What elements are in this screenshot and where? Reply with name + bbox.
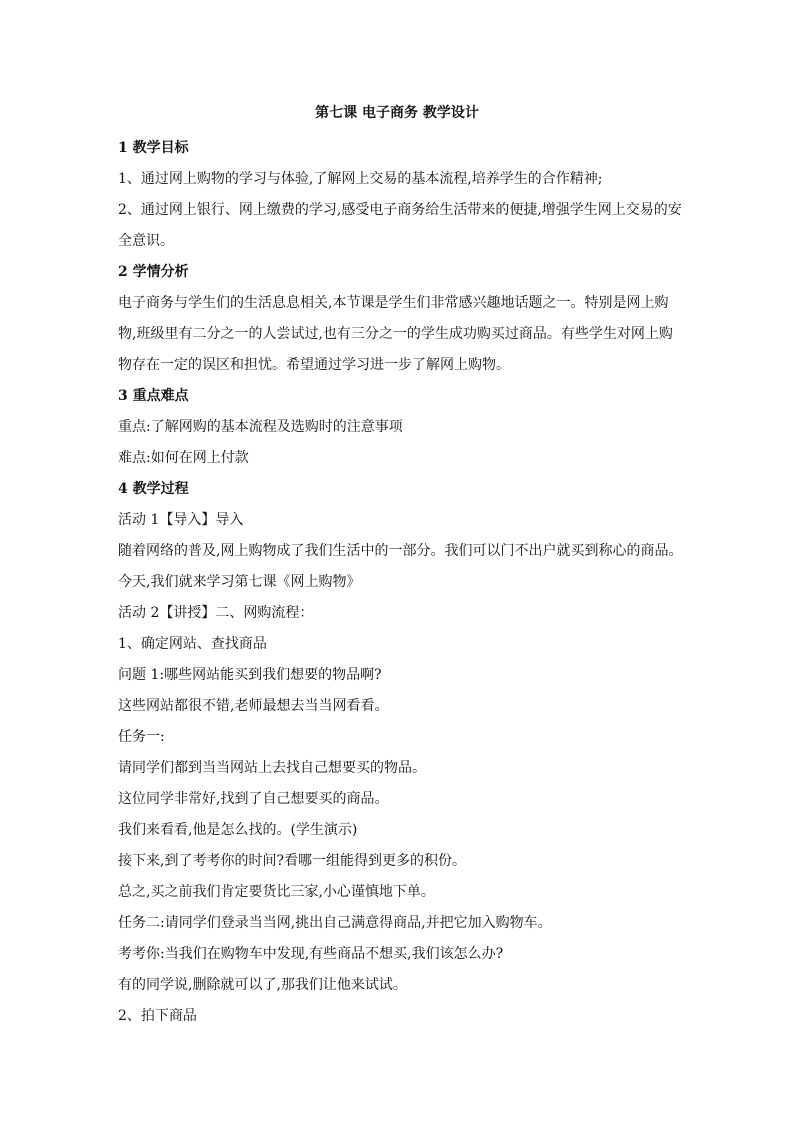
document-body <box>118 133 683 1032</box>
paragraph-line: 任务一: <box>118 729 165 745</box>
paragraph-line: 1、确定网站、查找商品 <box>118 636 267 652</box>
section-heading: 4 教学过程 <box>118 481 189 497</box>
paragraph-line: 2、通过网上银行、网上缴费的学习,感受电子商务给生活带来的便捷,增强学生网上交易的安 <box>118 202 682 218</box>
paragraph-line: 请同学们都到当当网站上去找自己想要买的物品。 <box>118 760 426 776</box>
section-heading: 2 学情分析 <box>118 264 189 280</box>
paragraph-line: 我们来看看,他是怎么找的。(学生演示) <box>118 822 358 838</box>
paragraph-line: 考考你:当我们在购物车中发现,有些商品不想买,我们该怎么办? <box>118 946 504 962</box>
paragraph-line: 难点:如何在网上付款 <box>118 450 249 466</box>
section-heading: 3 重点难点 <box>118 388 189 404</box>
paragraph-line: 活动 2【讲授】二、网购流程： <box>118 605 314 621</box>
paragraph-line: 电子商务与学生们的生活息息相关,本节课是学生们非常感兴趣地话题之一。特别是网上购 <box>118 295 669 311</box>
paragraph-line: 重点:了解网购的基本流程及选购时的注意事项 <box>118 419 403 435</box>
section-heading: 1 教学目标 <box>118 140 189 156</box>
paragraph-line: 接下来,到了考考你的时间?看哪一组能得到更多的积份。 <box>118 853 466 869</box>
paragraph-line: 今天,我们就来学习第七课《网上购物》 <box>118 574 361 590</box>
paragraph-line: 物,班级里有二分之一的人尝试过,也有三分之一的学生成功购买过商品。有些学生对网上购 <box>118 326 673 342</box>
paragraph-line: 1、通过网上购物的学习与体验,了解网上交易的基本流程,培养学生的合作精神; <box>118 171 603 187</box>
paragraph-line: 这位同学非常好,找到了自己想要买的商品。 <box>118 791 389 807</box>
paragraph-line: 活动 1【导入】导入 <box>118 512 244 528</box>
paragraph-line: 问题 1:哪些网站能买到我们想要的物品啊? <box>118 667 382 683</box>
paragraph-line: 这些网站都很不错,老师最想去当当网看看。 <box>118 698 389 714</box>
paragraph-line: 总之,买之前我们肯定要货比三家,小心谨慎地下单。 <box>118 884 435 900</box>
paragraph-line: 任务二:请同学们登录当当网,挑出自己满意得商品,并把它加入购物车。 <box>118 915 552 931</box>
paragraph-line: 2、拍下商品 <box>118 1008 197 1024</box>
paragraph-line: 随着网络的普及,网上购物成了我们生活中的一部分。我们可以门不出户就买到称心的商品。 <box>118 543 683 559</box>
paragraph-line: 物存在一定的误区和担忧。希望通过学习进一步了解网上购物。 <box>118 357 510 373</box>
document-title: 第七课 电子商务 教学设计 <box>315 105 479 121</box>
paragraph-line: 全意识。 <box>118 233 174 249</box>
paragraph-line: 有的同学说,删除就可以了,那我们让他来试试。 <box>118 977 407 993</box>
